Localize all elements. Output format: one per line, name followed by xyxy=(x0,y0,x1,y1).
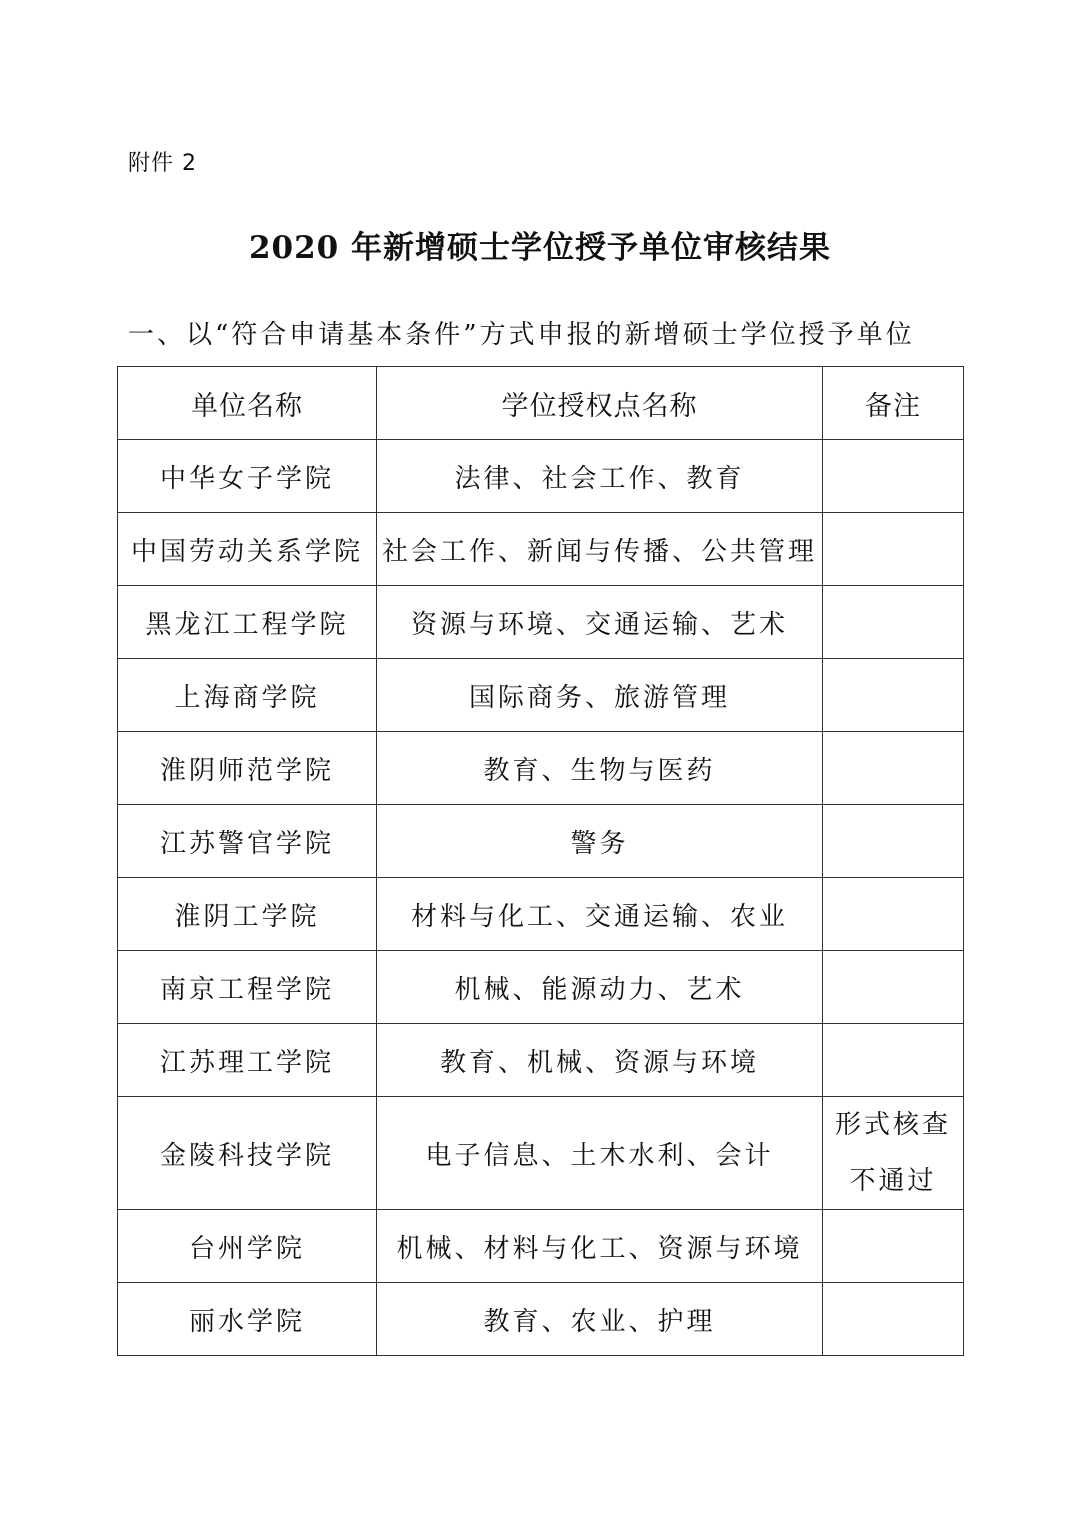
degree-points-cell: 电子信息、土木水利、会计 xyxy=(377,1097,823,1210)
unit-name-cell: 南京工程学院 xyxy=(118,951,377,1024)
unit-name-cell: 淮阴师范学院 xyxy=(118,732,377,805)
remarks-cell xyxy=(823,1024,964,1097)
table-row xyxy=(118,805,964,878)
degree-points-cell: 资源与环境、交通运输、艺术 xyxy=(377,586,823,659)
unit-name-cell: 台州学院 xyxy=(118,1210,377,1283)
table-row xyxy=(118,440,964,513)
degree-points-cell: 教育、生物与医药 xyxy=(377,732,823,805)
unit-name-cell: 丽水学院 xyxy=(118,1283,377,1356)
table-row xyxy=(118,732,964,805)
table-row xyxy=(118,513,964,586)
unit-name-cell: 黑龙江工程学院 xyxy=(118,586,377,659)
document-title: 2020 年新增硕士学位授予单位审核结果 xyxy=(248,230,832,266)
unit-name-cell: 上海商学院 xyxy=(118,659,377,732)
remarks-text: 形式核查不通过 xyxy=(834,1110,951,1196)
remarks-cell xyxy=(823,1097,964,1210)
degree-points-cell: 警务 xyxy=(377,805,823,878)
header-unit-name: 单位名称 xyxy=(118,367,377,440)
table-row xyxy=(118,659,964,732)
table-row xyxy=(118,1283,964,1356)
table-row xyxy=(118,951,964,1024)
remarks-cell xyxy=(823,1283,964,1356)
remarks-cell xyxy=(823,586,964,659)
degree-points-cell: 国际商务、旅游管理 xyxy=(377,659,823,732)
remarks-cell xyxy=(823,1210,964,1283)
remarks-cell xyxy=(823,878,964,951)
remarks-cell xyxy=(823,805,964,878)
unit-name-cell: 中国劳动关系学院 xyxy=(118,513,377,586)
unit-name-cell: 江苏理工学院 xyxy=(118,1024,377,1097)
degree-points-cell: 教育、机械、资源与环境 xyxy=(377,1024,823,1097)
remarks-cell xyxy=(823,659,964,732)
degree-points-cell: 社会工作、新闻与传播、公共管理 xyxy=(377,513,823,586)
section-heading: 一、以“符合申请基本条件”方式申报的新增硕士学位授予单位 xyxy=(128,320,915,350)
table-row xyxy=(118,1024,964,1097)
remarks-cell xyxy=(823,732,964,805)
degree-points-cell: 机械、能源动力、艺术 xyxy=(377,951,823,1024)
unit-name-cell: 淮阴工学院 xyxy=(118,878,377,951)
unit-name-cell: 金陵科技学院 xyxy=(118,1097,377,1210)
remarks-cell xyxy=(823,440,964,513)
degree-points-cell: 机械、材料与化工、资源与环境 xyxy=(377,1210,823,1283)
degree-points-cell: 材料与化工、交通运输、农业 xyxy=(377,878,823,951)
table-row xyxy=(118,1097,964,1210)
header-remarks: 备注 xyxy=(823,367,964,440)
table-header-row xyxy=(118,367,964,440)
degree-points-cell: 法律、社会工作、教育 xyxy=(377,440,823,513)
header-degree-points: 学位授权点名称 xyxy=(377,367,823,440)
table-row xyxy=(118,878,964,951)
attachment-label: 附件 2 xyxy=(128,151,197,176)
table-row xyxy=(118,586,964,659)
degree-points-cell: 教育、农业、护理 xyxy=(377,1283,823,1356)
unit-name-cell: 中华女子学院 xyxy=(118,440,377,513)
unit-name-cell: 江苏警官学院 xyxy=(118,805,377,878)
units-table xyxy=(117,366,964,1356)
table-row xyxy=(118,1210,964,1283)
remarks-cell xyxy=(823,513,964,586)
remarks-cell xyxy=(823,951,964,1024)
